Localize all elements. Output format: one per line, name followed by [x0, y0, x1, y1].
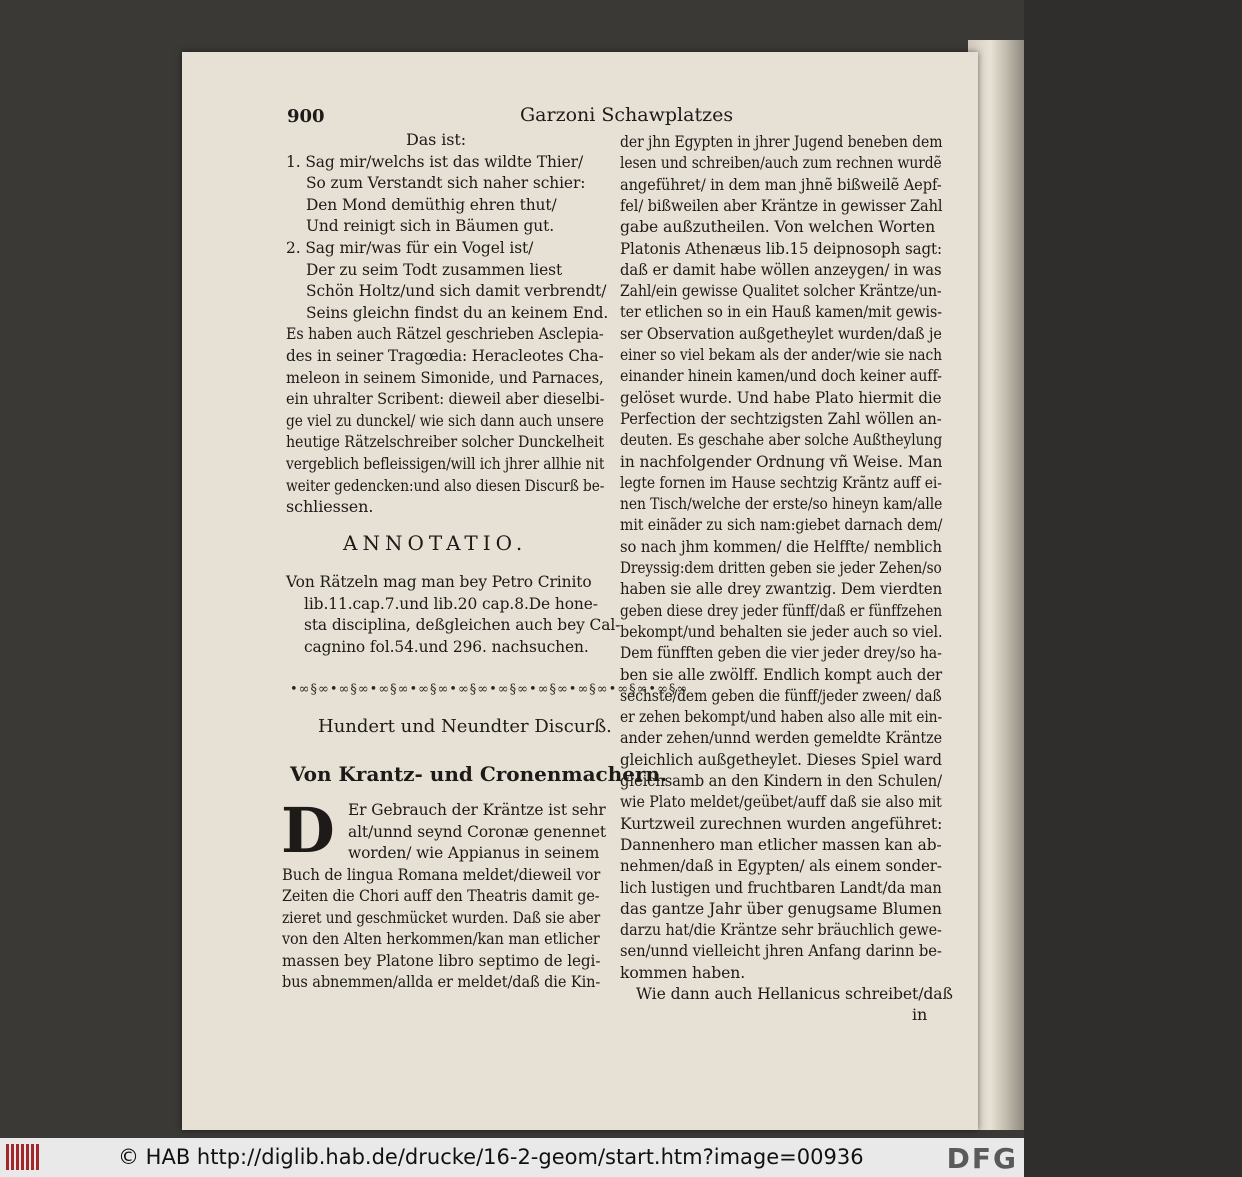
text-line: Zahl/ein gewisse Qualitet solcher Kräntze/un-: [620, 281, 942, 301]
text-line: sta disciplina, deßgleichen auch bey Cal-: [304, 615, 621, 634]
text-line: ben sie alle zwölff. Endlich kompt auch der: [620, 664, 943, 684]
discourse-number: Hundert und Neundter Discurß.: [318, 716, 612, 737]
text-line: Und reinigt sich in Bäumen gut.: [306, 216, 555, 236]
text-line: Perfection der sechtzigsten Zahl wöllen an-: [620, 408, 942, 428]
text-line: mit einãder zu sich nam:giebet darnach dem/: [620, 515, 943, 535]
text-line: lib.11.cap.7.und lib.20 cap.8.De hone-: [304, 593, 598, 613]
hab-logo-icon: [6, 1144, 46, 1170]
text-line: legte fornen im Hause sechtzig Krãntz auff ei-: [620, 472, 942, 492]
text-line: Er Gebrauch der Kräntze ist sehr: [348, 800, 606, 819]
text-line: worden/ wie Appianus in seinem: [348, 843, 600, 862]
text-line: zieret und geschmücket wurden. Daß sie aber: [282, 907, 601, 927]
text-line: so nach jhm kommen/ die Helffte/ nemblich: [620, 536, 942, 556]
text-line: ge viel zu dunckel/ wie sich dann auch unsere: [286, 410, 604, 430]
text-line: daß er damit habe wöllen anzeygen/ in was: [620, 259, 942, 279]
text-line: Schön Holtz/und sich damit verbrendt/: [306, 281, 607, 301]
text-line: Wie dann auch Hellanicus schreibet/daß: [636, 984, 953, 1003]
text-line: kommen haben.: [620, 962, 746, 982]
text-line: alt/unnd seynd Coronæ genennet: [348, 821, 607, 841]
text-line: gleichlich außgetheylet. Dieses Spiel ward: [620, 749, 942, 769]
text-line: einander hinein kamen/und doch keiner auff-: [620, 366, 942, 386]
text-line: der jhn Egypten in jhrer Jugend beneben dem: [620, 132, 943, 151]
text-line: darzu hat/die Kräntze sehr bräuchlich gewe-: [620, 920, 942, 940]
text-line: ein uhralter Scribent: dieweil aber dieselbi-: [286, 389, 605, 409]
text-line: gleichsamb an den Kindern in den Schulen/: [620, 771, 942, 790]
text-line: Platonis Athenæus lib.15 deipnosoph sagt:: [620, 238, 943, 258]
decorated-initial: D: [281, 794, 335, 867]
text-line: Zeiten die Chori auff den Theatris damit ge-: [282, 886, 600, 905]
text-line: wie Plato meldet/geübet/auff daß sie also mit: [620, 792, 942, 812]
text-line: Kurtzweil zurechnen wurden angeführet:: [620, 813, 943, 833]
text-line: So zum Verstandt sich naher schier:: [306, 173, 586, 193]
text-line: gabe außzutheilen. Von welchen Worten: [620, 217, 936, 237]
text-line: heutige Rätzelschreiber solcher Dunckelheit: [286, 432, 605, 452]
text-line: meleon in seinem Simonide, und Parnaces,: [286, 367, 604, 387]
text-line: Buch de lingua Romana meldet/dieweil vor: [282, 864, 601, 884]
viewer-footer: [0, 1138, 1024, 1177]
text-line: bus abnemmen/allda er meldet/daß die Kin-: [282, 972, 601, 991]
text-line: ser Observation außgetheylet wurden/daß je: [620, 323, 942, 343]
text-line: weiter gedencken:und also diesen Discurß be-: [286, 475, 605, 495]
text-line: sechste/dem geben die fünff/jeder zween/ daß: [620, 685, 942, 705]
text-line: Es haben auch Rätzel geschrieben Asclepia-: [286, 324, 604, 344]
text-line: bekompt/und behalten sie jeder auch so viel.: [620, 621, 943, 641]
text-line: einer so viel bekam als der ander/wie sie nach: [620, 345, 942, 364]
text-line: haben sie alle drey zwantzig. Dem vierdten: [620, 579, 943, 599]
text-line: von den Alten herkommen/kan man etlicher: [282, 929, 600, 948]
text-line: angeführet/ in dem man jhnẽ bißweilẽ Aepf-: [620, 174, 942, 194]
text-line: in: [912, 1005, 928, 1025]
text-line: Den Mond demüthig ehren thut/: [306, 194, 557, 214]
ornament-divider: •∞§∞•∞§∞•∞§∞•∞§∞•∞§∞•∞§∞•∞§∞•∞§∞•∞§∞•∞§∞: [290, 682, 689, 697]
dfg-logo: DFG: [946, 1142, 1018, 1175]
running-title: Garzoni Schawplatzes: [520, 104, 734, 126]
text-line: das gantze Jahr über genugsame Blumen: [620, 898, 942, 918]
text-line: deuten. Es geschahe aber solche Außtheylung: [620, 430, 943, 450]
text-line: in nachfolgender Ordnung vñ Weise. Man: [620, 451, 943, 471]
text-line: Dreyssig:dem dritten geben sie jeder Zehen/so: [620, 558, 942, 577]
text-line: fel/ bißweilen aber Kräntze in gewisser Zahl: [620, 195, 943, 215]
text-line: vergeblich befleissigen/will ich jhrer allhie nit: [286, 454, 605, 473]
text-line: lich lustigen und fruchtbaren Landt/da man: [620, 877, 942, 897]
text-line: ander zehen/unnd werden gemeldte Kräntze: [620, 728, 943, 748]
text-line: des in seiner Tragœdia: Heracleotes Cha-: [286, 346, 604, 365]
text-line: 2. Sag mir/was für ein Vogel ist/: [286, 238, 534, 257]
text-line: nen Tisch/welche der erste/so hineyn kam/alle: [620, 494, 943, 514]
text-line: ter etlichen so in ein Hauß kamen/mit gewis-: [620, 302, 943, 322]
text-line: Dem fünfften geben die vier jeder drey/so ha-: [620, 643, 942, 663]
text-line: Seins gleichn findst du an keinem End.: [306, 302, 609, 322]
text-line: Das ist:: [406, 130, 467, 149]
text-line: gelöset wurde. Und habe Plato hiermit die: [620, 387, 942, 407]
text-line: massen bey Platone libro septimo de legi-: [282, 950, 601, 970]
text-line: er zehen bekompt/und haben also alle mit ein-: [620, 707, 943, 727]
text-line: schliessen.: [286, 497, 374, 517]
text-line: geben diese drey jeder fünff/daß er fünffzehen: [620, 600, 943, 620]
text-line: cagnino fol.54.und 296. nachsuchen.: [304, 636, 589, 656]
text-line: lesen und schreiben/auch zum rechnen wurdẽ: [620, 153, 942, 173]
text-line: sen/unnd vielleicht jhren Anfang darinn be-: [620, 941, 942, 961]
text-line: Dannenhero man etlicher massen kan ab-: [620, 834, 942, 854]
discourse-title: Von Krantz- und Cronenmachern.: [290, 762, 668, 786]
text-line: Von Rätzeln mag man bey Petro Crinito: [286, 572, 592, 591]
annotatio-heading: ANNOTATIO.: [343, 531, 528, 555]
page-number: 900: [287, 106, 325, 127]
copyright-url[interactable]: © HAB http://diglib.hab.de/drucke/16-2-geom/start.htm?image=00936: [118, 1145, 864, 1169]
text-line: nehmen/daß in Egypten/ als einem sonder-: [620, 856, 942, 876]
text-line: 1. Sag mir/welchs ist das wildte Thier/: [286, 151, 584, 171]
text-line: Der zu seim Todt zusammen liest: [306, 259, 563, 279]
